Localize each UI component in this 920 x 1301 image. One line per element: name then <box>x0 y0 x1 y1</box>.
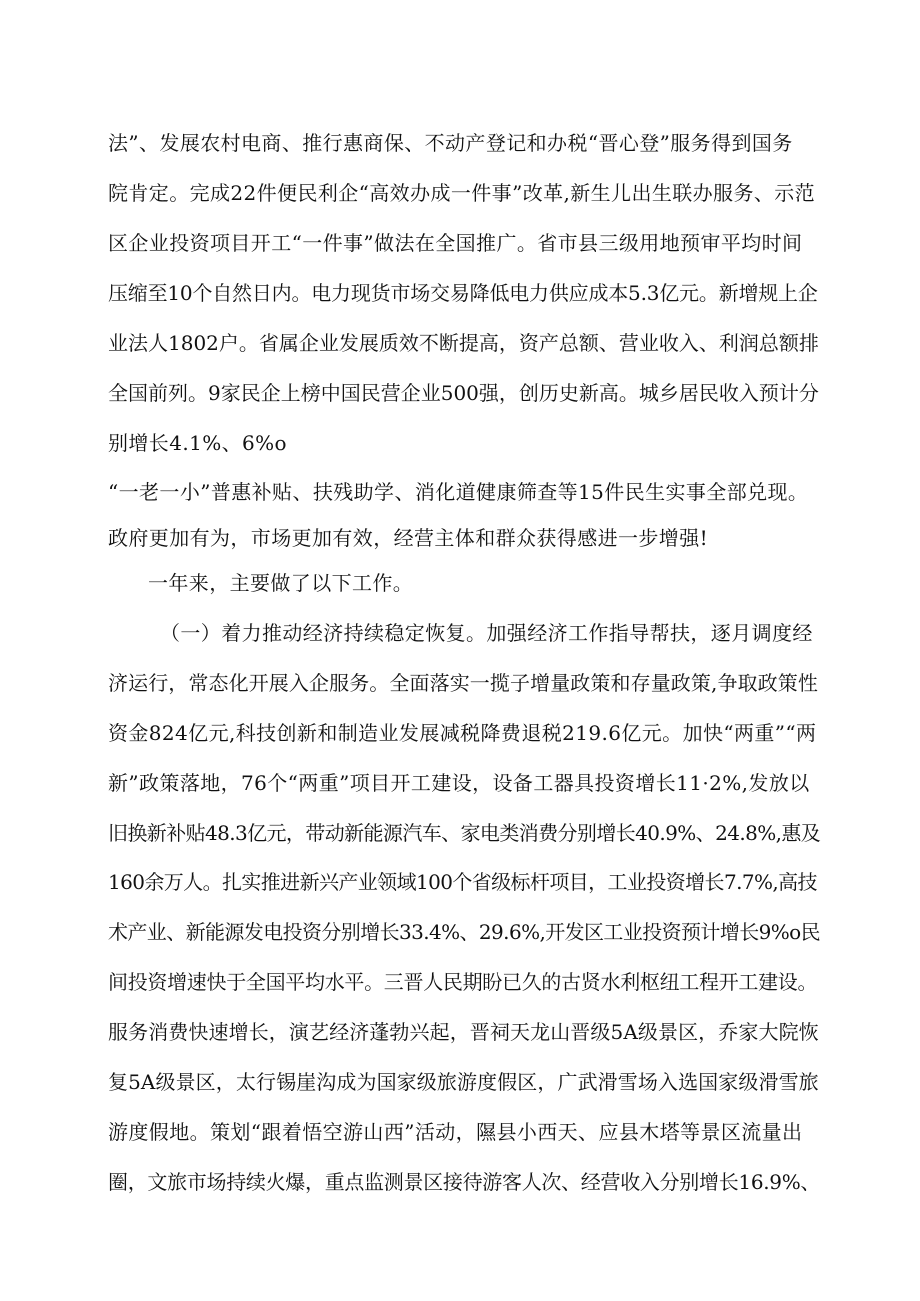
text-line: 旧换新补贴48.3亿元，带动新能源汽车、家电类消费分别增长40.9%、24.8%,惠及 <box>108 821 821 845</box>
text-line: 全国前列。9家民企上榜中国民营企业500强，创历史新高。城乡居民收入预计分 <box>108 381 819 405</box>
text-line: 院肯定。完成22件便民利企“高效办成一件事”改革,新生儿出生联办服务、示范 <box>108 181 816 205</box>
text-line: 业法人1802户。省属企业发展质效不断提高，资产总额、营业收入、利润总额排 <box>108 331 819 355</box>
paragraph-intro: 一年来，主要做了以下工作。 <box>148 571 414 595</box>
text-line: 圈，文旅市场持续火爆，重点监测景区接待游客人次、经营收入分别增长16.9%、 <box>108 1170 821 1194</box>
text-line: 区企业投资项目开工“一件事”做法在全国推广。省市县三级用地预审平均时间 <box>108 231 803 255</box>
text-line: 复5A级景区，太行锡崖沟成为国家级旅游度假区，广武滑雪场入选国家级滑雪旅 <box>108 1070 819 1094</box>
text-line: 法”、发展农村电商、推行惠商保、不动产登记和办税“晋心登”服务得到国务 <box>108 131 793 155</box>
text-line: 160余万人。扎实推进新兴产业领域100个省级标杆项目，工业投资增长7.7%,高技 <box>108 870 817 894</box>
text-line: 新”政策落地，76个“两重”项目开工建设，设备工器具投资增长11·2%,发放以 <box>108 771 810 795</box>
text-line: 间投资增速快于全国平均水平。三晋人民期盼已久的古贤水利枢纽工程开工建设。 <box>108 970 818 994</box>
text-line: “一老一小”普惠补贴、扶残助学、消化道健康筛查等15件民生实事全部兑现。 <box>108 480 809 504</box>
text-line: 术产业、新能源发电投资分别增长33.4%、29.6%,开发区工业投资预计增长9%o民 <box>108 920 820 944</box>
text-line: 资金824亿元,科技创新和制造业发展减税降费退税219.6亿元。加快“两重”“两 <box>108 721 817 745</box>
text-line: 政府更加有为，市场更加有效，经营主体和群众获得感进一步增强! <box>108 526 709 550</box>
section-heading-line: （一）着力推动经济持续稳定恢复。加强经济工作指导帮扶，逐月调度经 <box>160 621 813 645</box>
text-line: 服务消费快速增长，演艺经济蓬勃兴起，晋祠天龙山晋级5A级景区，乔家大院恢 <box>108 1020 819 1044</box>
text-line: 济运行，常态化开展入企服务。全面落实一揽子增量政策和存量政策,争取政策性 <box>108 671 818 695</box>
text-line: 别增长4.1%、6%o <box>108 431 287 455</box>
text-line: 游度假地。策划“跟着悟空游山西”活动，隰县小西天、应县木塔等景区流量出 <box>108 1120 803 1144</box>
text-line: 压缩至10个自然日内。电力现货市场交易降低电力供应成本5.3亿元。新增规上企 <box>108 281 818 305</box>
